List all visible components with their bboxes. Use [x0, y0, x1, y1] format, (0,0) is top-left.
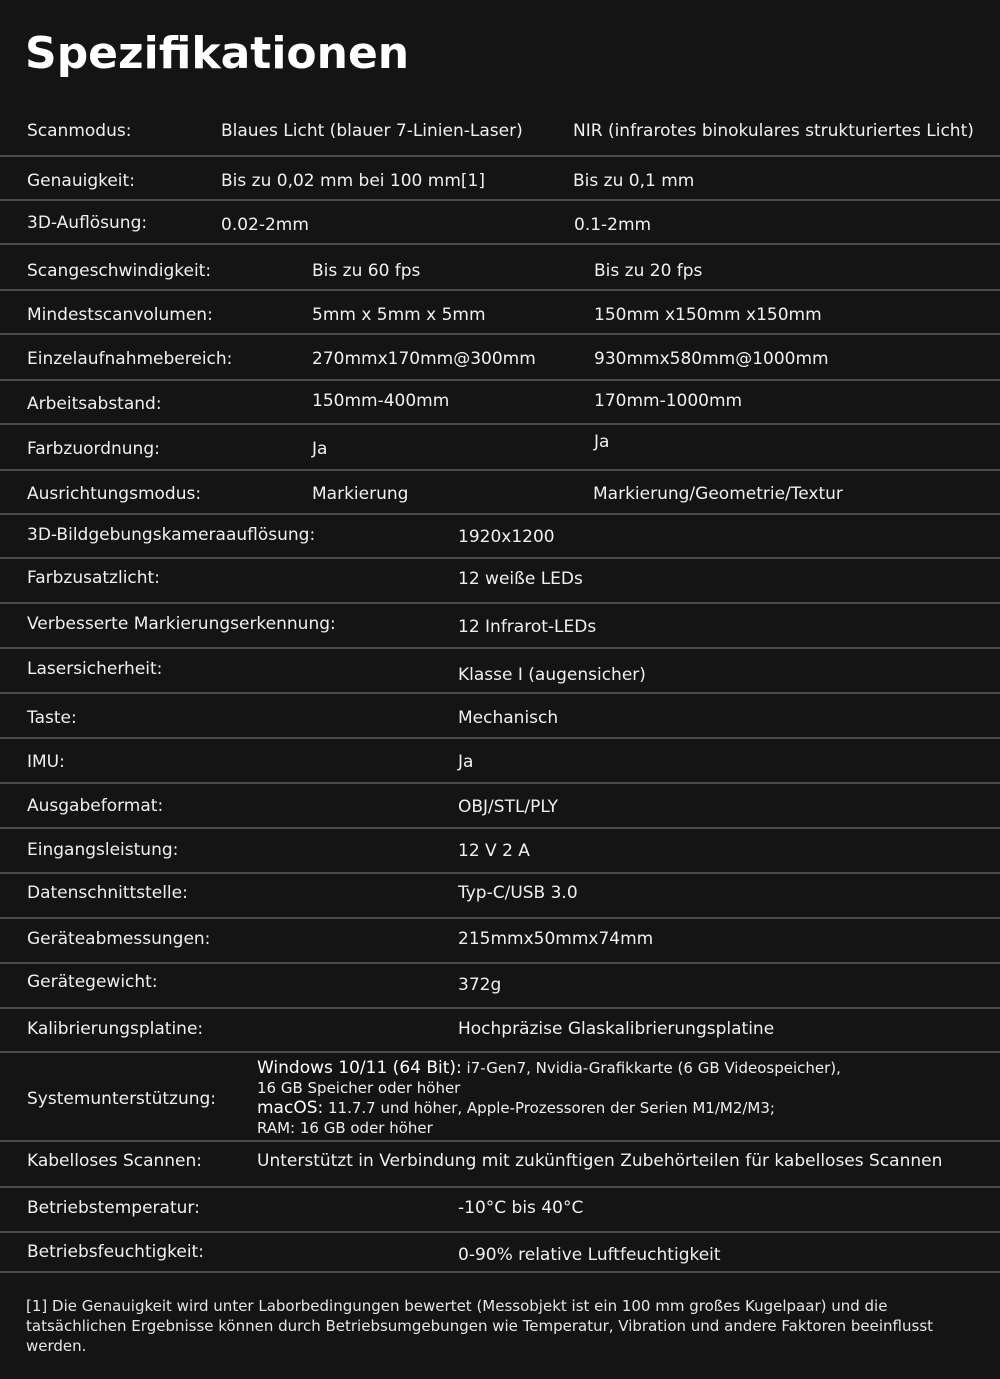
spec-label: Ausrichtungsmodus:: [27, 484, 202, 504]
spec-row: [0, 964, 1000, 1009]
spec-label: Ausgabeformat:: [27, 796, 164, 816]
spec-row-aufloesung: [0, 201, 1000, 245]
spec-row-ausrichtungsmodus: [0, 471, 1000, 515]
spec-row: [0, 874, 1000, 919]
spec-label: Scangeschwindigkeit:: [27, 261, 212, 281]
macos-heading: macOS:: [257, 1098, 324, 1118]
spec-value: Ja: [458, 752, 474, 772]
spec-label: Betriebsfeuchtigkeit:: [27, 1242, 204, 1262]
spec-label: Systemunterstützung:: [27, 1089, 217, 1109]
spec-label: Mindestscanvolumen:: [27, 305, 213, 325]
page-title: Spezifikationen: [25, 28, 410, 79]
spec-value: Typ-C/USB 3.0: [458, 883, 578, 903]
spec-value: 215mmx50mmx74mm: [458, 929, 654, 949]
spec-value-nir: 170mm-1000mm: [594, 391, 743, 411]
spec-value-blue: 150mm-400mm: [312, 391, 450, 411]
macos-requirements: 11.7.7 und höher, Apple-Prozessoren der Serien M1/M2/M3;: [323, 1099, 775, 1117]
spec-row: [0, 604, 1000, 649]
spec-value: 12 Infrarot-LEDs: [458, 617, 597, 637]
spec-label: Betriebstemperatur:: [27, 1198, 200, 1218]
spec-row: [0, 694, 1000, 739]
spec-value-nir: Markierung/Geometrie/Textur: [593, 484, 843, 504]
spec-label: Verbesserte Markierungserkennung:: [27, 614, 336, 634]
spec-label: IMU:: [27, 752, 65, 772]
spec-row: [0, 919, 1000, 964]
spec-value: Hochpräzise Glaskalibrierungsplatine: [458, 1019, 775, 1039]
spec-value: 1920x1200: [458, 527, 555, 547]
windows-heading: Windows 10/11 (64 Bit):: [257, 1058, 462, 1078]
spec-value: 0-90% relative Luftfeuchtigkeit: [458, 1245, 721, 1265]
spec-value-blue: Blaues Licht (blauer 7-Linien-Laser): [221, 121, 523, 141]
spec-label: Kabelloses Scannen:: [27, 1151, 203, 1171]
spec-label: Datenschnittstelle:: [27, 883, 188, 903]
spec-value: Klasse I (augensicher): [458, 665, 646, 685]
spec-value-nir: Bis zu 0,1 mm: [573, 171, 695, 191]
spec-row-mindestscanvolumen: [0, 291, 1000, 335]
macos-memory: RAM: 16 GB oder höher: [257, 1119, 433, 1137]
spec-value: Mechanisch: [458, 708, 559, 728]
spec-label: Scanmodus:: [27, 121, 132, 141]
spec-label: Kalibrierungsplatine:: [27, 1019, 204, 1039]
spec-value-nir: Ja: [594, 432, 610, 452]
spec-row-betriebsfeuchtigkeit: [0, 1233, 1000, 1273]
spec-row-farbzuordnung: [0, 425, 1000, 471]
spec-label: 3D-Bildgebungskameraauflösung:: [27, 525, 316, 545]
spec-value-nir: 150mm x150mm x150mm: [594, 305, 822, 325]
spec-label: Geräteabmessungen:: [27, 929, 211, 949]
spec-label: 3D-Auflösung:: [27, 213, 148, 233]
spec-label: Lasersicherheit:: [27, 659, 163, 679]
spec-row-arbeitsabstand: [0, 381, 1000, 425]
spec-label: Farbzuordnung:: [27, 439, 160, 459]
spec-label: Taste:: [27, 708, 77, 728]
spec-value-nir: 930mmx580mm@1000mm: [594, 349, 829, 369]
spec-row-genauigkeit: [0, 157, 1000, 201]
spec-value: 12 weiße LEDs: [458, 569, 583, 589]
spec-value: 372g: [458, 975, 502, 995]
system-requirements: [257, 1058, 841, 1138]
spec-value-nir: Bis zu 20 fps: [594, 261, 703, 281]
spec-label: Arbeitsabstand:: [27, 394, 162, 414]
spec-label: Einzelaufnahmebereich:: [27, 349, 233, 369]
windows-requirements: i7-Gen7, Nvidia-Grafikkarte (6 GB Videospeicher),: [461, 1059, 841, 1077]
spec-value: -10°C bis 40°C: [458, 1198, 584, 1218]
spec-value-nir: NIR (infrarotes binokulares strukturiertes Licht): [573, 121, 974, 141]
spec-value-blue: Markierung: [312, 484, 409, 504]
spec-row: [0, 784, 1000, 829]
spec-value: OBJ/STL/PLY: [458, 797, 559, 817]
spec-row-betriebstemperatur: [0, 1188, 1000, 1233]
spec-label: Gerätegewicht:: [27, 972, 158, 992]
spec-row: [0, 559, 1000, 604]
spec-row: [0, 829, 1000, 874]
spec-row: [0, 1009, 1000, 1053]
footnote: [1] Die Genauigkeit wird unter Laborbedingungen bewertet (Messobjekt ist ein 100 mm großes Kugelpaar) und die tatsächlichen Ergebnisse können durch Betriebsumgebungen wie Temperatur, Vibration und andere Faktoren beeinflusst werden.: [26, 1297, 934, 1355]
spec-value-blue: Ja: [312, 439, 328, 459]
spec-row-scanmodus: [0, 110, 1000, 157]
spec-value-blue: 0.02-2mm: [221, 215, 309, 235]
spec-row-scangeschwindigkeit: [0, 245, 1000, 291]
spec-value: Unterstützt in Verbindung mit zukünftigen Zubehörteilen für kabelloses Scannen: [257, 1151, 943, 1171]
spec-value-nir: 0.1-2mm: [574, 215, 652, 235]
spec-label: Eingangsleistung:: [27, 840, 179, 860]
windows-memory: 16 GB Speicher oder höher: [257, 1079, 461, 1097]
spec-label: Farbzusatzlicht:: [27, 568, 160, 588]
spec-row: [0, 649, 1000, 694]
spec-value-blue: 270mmx170mm@300mm: [312, 349, 536, 369]
spec-row-systemunterstuetzung: [0, 1053, 1000, 1142]
spec-row-kabelloses-scannen: [0, 1142, 1000, 1188]
spec-row-einzelaufnahmebereich: [0, 335, 1000, 381]
spec-value-blue: 5mm x 5mm x 5mm: [312, 305, 486, 325]
spec-row: [0, 515, 1000, 559]
spec-row: [0, 739, 1000, 784]
spec-label: Genauigkeit:: [27, 171, 135, 191]
spec-value: 12 V 2 A: [458, 841, 530, 861]
spec-value-blue: Bis zu 60 fps: [312, 261, 421, 281]
spec-value-blue: Bis zu 0,02 mm bei 100 mm[1]: [221, 171, 485, 191]
